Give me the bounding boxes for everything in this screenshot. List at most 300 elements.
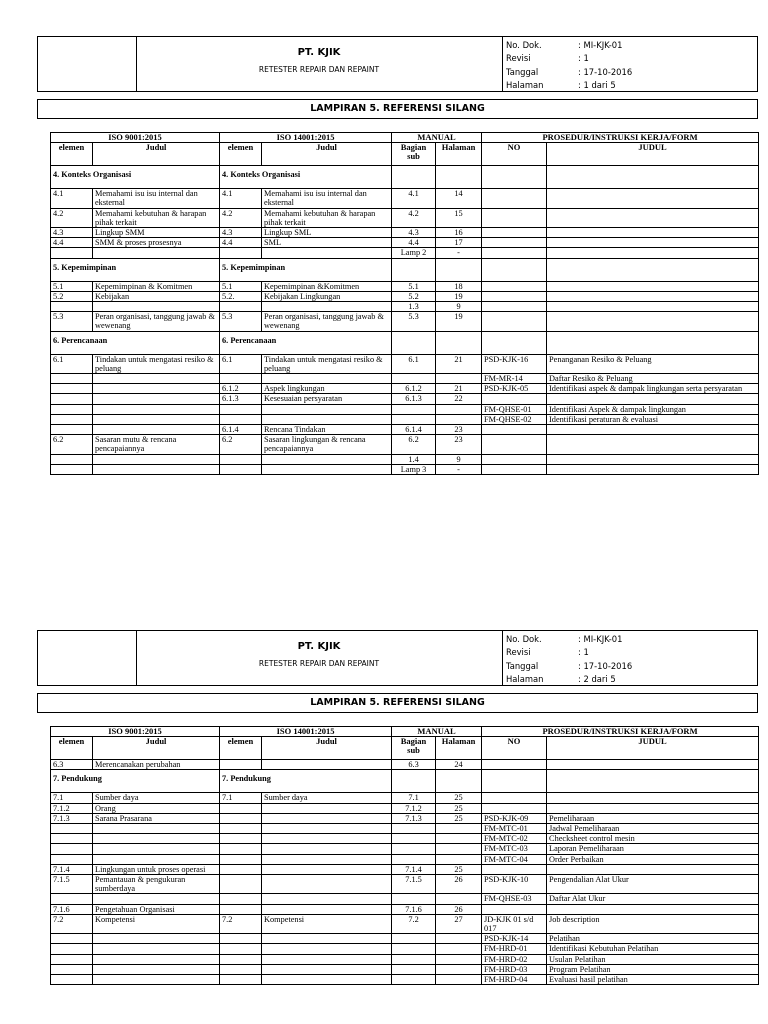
meta-value: : 2 dari 5 — [578, 673, 616, 684]
table-cell: Sarana Prasarana — [93, 813, 220, 823]
column-header-cell: elemen — [220, 143, 262, 166]
table-cell — [51, 464, 93, 474]
table-cell — [482, 760, 547, 770]
table-cell — [51, 384, 93, 394]
table-cell — [93, 302, 220, 312]
table-cell — [436, 954, 482, 964]
table-cell — [220, 803, 262, 813]
meta-value: : 17-10-2016 — [578, 660, 633, 671]
section-heading-cell: 6. Perencanaan — [220, 331, 392, 354]
table-cell — [93, 394, 220, 404]
table-row — [51, 166, 759, 189]
table-cell — [220, 414, 262, 424]
table-cell: 27 — [436, 914, 482, 933]
table-cell: 1.4 — [392, 454, 436, 464]
table-cell — [547, 770, 759, 793]
meta-row — [506, 646, 756, 659]
table-cell — [436, 770, 482, 793]
section-heading-cell: 5. Kepemimpinan — [220, 258, 392, 281]
table-cell — [436, 331, 482, 354]
meta-key: Halaman — [506, 79, 544, 90]
table-cell: 15 — [436, 208, 482, 227]
table-cell — [436, 964, 482, 974]
page-title: LAMPIRAN 5. REFERENSI SILANG — [37, 693, 758, 713]
table-cell: FM-MTC-02 — [482, 834, 547, 844]
table-row — [51, 760, 759, 770]
table-cell — [262, 374, 392, 384]
table-cell: FM-QHSE-02 — [482, 414, 547, 424]
company-subtitle: RETESTER REPAIR DAN REPAINT — [258, 659, 380, 668]
meta-row — [506, 79, 756, 92]
table-cell — [392, 834, 436, 844]
table-cell — [262, 248, 392, 258]
table-cell — [51, 374, 93, 384]
table-row — [51, 793, 759, 803]
table-cell: FM-HRD-01 — [482, 944, 547, 954]
table-cell: 7.1.6 — [392, 904, 436, 914]
table-cell — [547, 394, 759, 404]
table-cell: 7.1.4 — [51, 864, 93, 874]
table-cell: FM-HRD-03 — [482, 964, 547, 974]
group-header-cell: ISO 14001:2015 — [220, 133, 392, 143]
table-cell — [482, 248, 547, 258]
cross-reference-table — [50, 726, 759, 985]
meta-row — [506, 673, 756, 686]
meta-key: Tanggal — [506, 660, 539, 671]
table-cell — [93, 964, 220, 974]
table-cell: 21 — [436, 354, 482, 373]
table-cell: 9 — [436, 302, 482, 312]
section-heading-cell: 4. Konteks Organisasi — [51, 166, 220, 189]
column-header-cell: Halaman — [436, 143, 482, 166]
table-cell — [392, 964, 436, 974]
table-cell — [220, 454, 262, 464]
header-center — [136, 631, 503, 685]
table-cell — [547, 425, 759, 435]
table-cell — [51, 248, 93, 258]
table-cell: Kebijakan Lingkungan — [262, 291, 392, 301]
table-cell — [51, 975, 93, 985]
table-cell — [262, 824, 392, 834]
table-row — [51, 189, 759, 208]
table-cell — [482, 312, 547, 331]
table-cell — [547, 454, 759, 464]
table-cell — [93, 404, 220, 414]
table-cell — [482, 228, 547, 238]
column-header-row — [51, 143, 759, 166]
table-cell — [93, 944, 220, 954]
table-cell — [547, 864, 759, 874]
table-cell: 4.4 — [392, 238, 436, 248]
table-cell: 6.1.2 — [220, 384, 262, 394]
column-header-cell: Bagian sub — [392, 737, 436, 760]
table-cell — [547, 228, 759, 238]
table-cell — [51, 834, 93, 844]
table-cell: 6.1.4 — [392, 425, 436, 435]
table-cell — [262, 302, 392, 312]
table-cell — [392, 975, 436, 985]
table-cell — [262, 414, 392, 424]
table-cell: PSD-KJK-14 — [482, 934, 547, 944]
table-cell — [547, 793, 759, 803]
table-cell: Laporan Pemeliharaan — [547, 844, 759, 854]
table-cell: 7.1.3 — [392, 813, 436, 823]
column-header-cell: Judul — [262, 737, 392, 760]
table-cell: 4.1 — [392, 189, 436, 208]
table-cell — [262, 904, 392, 914]
table-cell: Sasaran lingkungan & rencana pencapaiannya — [262, 435, 392, 454]
table-cell: Lamp 3 — [392, 464, 436, 474]
table-cell — [220, 954, 262, 964]
table-cell: 14 — [436, 189, 482, 208]
table-row — [51, 854, 759, 864]
column-header-cell: Judul — [93, 737, 220, 760]
table-cell — [547, 435, 759, 454]
table-cell — [392, 258, 436, 281]
table-cell — [482, 425, 547, 435]
table-cell — [547, 238, 759, 248]
table-cell: Tindakan untuk mengatasi resiko & peluang — [262, 354, 392, 373]
table-cell — [392, 331, 436, 354]
table-cell: 5.3 — [220, 312, 262, 331]
table-cell — [220, 404, 262, 414]
table-cell: FM-HRD-02 — [482, 954, 547, 964]
table-cell — [220, 464, 262, 474]
company-name: PT. KJIK — [297, 641, 341, 652]
column-header-cell: elemen — [220, 737, 262, 760]
group-header-cell: ISO 9001:2015 — [51, 727, 220, 737]
table-cell — [436, 404, 482, 414]
table-cell: Merencanakan perubahan — [93, 760, 220, 770]
table-cell — [220, 824, 262, 834]
table-cell: 4.3 — [392, 228, 436, 238]
table-cell — [392, 824, 436, 834]
table-cell — [392, 944, 436, 954]
table-cell — [262, 813, 392, 823]
table-row — [51, 875, 759, 894]
table-cell — [392, 854, 436, 864]
table-cell — [93, 384, 220, 394]
table-cell: PSD-KJK-16 — [482, 354, 547, 373]
table-cell — [482, 803, 547, 813]
table-cell: 6.1 — [220, 354, 262, 373]
table-cell: 7.1.4 — [392, 864, 436, 874]
table-cell — [392, 374, 436, 384]
table-cell: Lamp 2 — [392, 248, 436, 258]
table-cell: 6.3 — [51, 760, 93, 770]
table-row — [51, 414, 759, 424]
table-cell: 23 — [436, 425, 482, 435]
table-cell — [482, 166, 547, 189]
section-heading-cell: 5. Kepemimpinan — [51, 258, 220, 281]
group-header-cell: PROSEDUR/INSTRUKSI KERJA/FORM — [482, 133, 759, 143]
table-cell: 19 — [436, 312, 482, 331]
table-cell — [482, 454, 547, 464]
section-heading-cell: 6. Perencanaan — [51, 331, 220, 354]
table-cell — [220, 944, 262, 954]
meta-row — [506, 66, 756, 79]
table-cell: 6.2 — [51, 435, 93, 454]
table-cell: 7.1 — [51, 793, 93, 803]
table-cell: Peran organisasi, tanggung jawab & wewenang — [262, 312, 392, 331]
table-cell — [93, 894, 220, 904]
table-cell — [392, 770, 436, 793]
table-cell — [51, 964, 93, 974]
table-row — [51, 844, 759, 854]
table-cell: 7.1 — [220, 793, 262, 803]
column-header-cell: elemen — [51, 143, 93, 166]
meta-key: Halaman — [506, 673, 544, 684]
meta-value: : MI-KJK-01 — [578, 40, 623, 50]
table-row — [51, 384, 759, 394]
table-row — [51, 394, 759, 404]
cross-reference-table — [50, 132, 759, 475]
table-cell — [220, 248, 262, 258]
table-cell — [262, 844, 392, 854]
table-cell — [262, 954, 392, 964]
table-cell: Tindakan untuk mengatasi resiko & peluang — [93, 354, 220, 373]
table-cell — [220, 760, 262, 770]
table-cell: 16 — [436, 228, 482, 238]
group-header-row — [51, 727, 759, 737]
table-cell — [482, 770, 547, 793]
table-cell: Rencana Tindakan — [262, 425, 392, 435]
table-cell — [392, 844, 436, 854]
table-cell — [51, 454, 93, 464]
table-cell: JD-KJK 01 s/d 017 — [482, 914, 547, 933]
table-cell: 6.2 — [392, 435, 436, 454]
table-cell: 5.2 — [392, 291, 436, 301]
table-cell — [436, 414, 482, 424]
table-row — [51, 435, 759, 454]
table-cell — [51, 414, 93, 424]
group-header-cell: MANUAL — [392, 133, 482, 143]
table-cell — [392, 166, 436, 189]
meta-row — [506, 633, 756, 646]
table-cell: Evaluasi hasil pelatihan — [547, 975, 759, 985]
table-row — [51, 331, 759, 354]
table-cell: 7.1.5 — [51, 875, 93, 894]
table-cell: FM-QHSE-03 — [482, 894, 547, 904]
table-cell: Kebijakan — [93, 291, 220, 301]
column-header-cell: JUDUL — [547, 737, 759, 760]
table-cell — [547, 302, 759, 312]
table-cell — [482, 464, 547, 474]
table-row — [51, 954, 759, 964]
table-cell — [482, 281, 547, 291]
section-heading-cell: 7. Pendukung — [51, 770, 220, 793]
table-cell — [220, 904, 262, 914]
table-cell — [51, 954, 93, 964]
table-cell — [220, 894, 262, 904]
group-header-cell: PROSEDUR/INSTRUKSI KERJA/FORM — [482, 727, 759, 737]
table-cell: 5.1 — [392, 281, 436, 291]
table-row — [51, 770, 759, 793]
table-cell — [262, 894, 392, 904]
table-cell: 5.1 — [220, 281, 262, 291]
table-cell: 4.2 — [51, 208, 93, 227]
table-cell — [51, 894, 93, 904]
table-row — [51, 425, 759, 435]
column-header-cell: Judul — [262, 143, 392, 166]
group-header-cell: MANUAL — [392, 727, 482, 737]
meta-key: No. Dok. — [506, 40, 542, 50]
table-cell: 25 — [436, 864, 482, 874]
table-cell: Identifikasi Aspek & dampak lingkungan — [547, 404, 759, 414]
table-cell — [51, 824, 93, 834]
table-cell — [93, 954, 220, 964]
table-cell — [547, 331, 759, 354]
table-cell — [436, 854, 482, 864]
table-cell: Pemeliharaan — [547, 813, 759, 823]
table-row — [51, 248, 759, 258]
table-cell — [262, 854, 392, 864]
table-cell: Order Perbaikan — [547, 854, 759, 864]
meta-key: Tanggal — [506, 66, 539, 77]
table-cell — [262, 934, 392, 944]
table-cell — [482, 189, 547, 208]
table-cell — [547, 281, 759, 291]
table-cell: 4.3 — [220, 228, 262, 238]
table-row — [51, 813, 759, 823]
meta-row — [506, 660, 756, 673]
table-cell: 6.1.3 — [392, 394, 436, 404]
table-cell — [482, 291, 547, 301]
table-cell — [547, 208, 759, 227]
table-cell: 25 — [436, 813, 482, 823]
table-cell — [220, 964, 262, 974]
table-cell — [482, 258, 547, 281]
table-cell — [482, 302, 547, 312]
table-cell: Program Pelatihan — [547, 964, 759, 974]
table-cell — [436, 824, 482, 834]
table-cell: 6.1.2 — [392, 384, 436, 394]
company-subtitle: RETESTER REPAIR DAN REPAINT — [258, 65, 380, 74]
table-cell: PSD-KJK-05 — [482, 384, 547, 394]
document-meta — [506, 39, 756, 92]
table-row — [51, 312, 759, 331]
table-cell: 7.1.3 — [51, 813, 93, 823]
table-cell — [547, 291, 759, 301]
table-row — [51, 964, 759, 974]
table-cell — [482, 864, 547, 874]
meta-value: : MI-KJK-01 — [578, 634, 623, 644]
table-cell — [262, 404, 392, 414]
table-cell — [262, 875, 392, 894]
table-cell: 4.1 — [220, 189, 262, 208]
column-header-cell: JUDUL — [547, 143, 759, 166]
table-cell — [93, 844, 220, 854]
meta-value: : 1 — [578, 53, 589, 64]
section-heading-cell: 4. Konteks Organisasi — [220, 166, 392, 189]
table-cell — [436, 934, 482, 944]
table-cell — [51, 854, 93, 864]
table-cell: FM-MR-14 — [482, 374, 547, 384]
table-cell — [220, 302, 262, 312]
table-cell: 7.1.2 — [392, 803, 436, 813]
table-cell — [51, 302, 93, 312]
table-cell: 7.1.6 — [51, 904, 93, 914]
table-cell: Kesesuaian persyaratan — [262, 394, 392, 404]
table-cell — [51, 404, 93, 414]
table-cell: Usulan Pelatihan — [547, 954, 759, 964]
table-cell: Memahami kebutuhan & harapan pihak terkait — [262, 208, 392, 227]
table-row — [51, 894, 759, 904]
logo-cell — [38, 37, 137, 91]
table-row — [51, 975, 759, 985]
table-cell: Memahami isu isu internal dan eksternal — [262, 189, 392, 208]
table-row — [51, 281, 759, 291]
table-cell: 6.1.4 — [220, 425, 262, 435]
table-cell — [547, 760, 759, 770]
table-cell: Job description — [547, 914, 759, 933]
table-cell: 4.4 — [220, 238, 262, 248]
table-cell: - — [436, 464, 482, 474]
table-cell — [436, 834, 482, 844]
table-cell — [51, 394, 93, 404]
table-cell: Penanganan Resiko & Peluang — [547, 354, 759, 373]
column-header-cell: NO — [482, 737, 547, 760]
column-header-cell: elemen — [51, 737, 93, 760]
table-cell — [482, 208, 547, 227]
table-cell: Daftar Resiko & Peluang — [547, 374, 759, 384]
table-cell: Kompetensi — [93, 914, 220, 933]
table-cell — [392, 954, 436, 964]
header-center — [136, 37, 503, 91]
page-title: LAMPIRAN 5. REFERENSI SILANG — [37, 99, 758, 119]
table-cell: Peran organisasi, tanggung jawab & wewenang — [93, 312, 220, 331]
table-cell: 7.2 — [220, 914, 262, 933]
meta-value: : 17-10-2016 — [578, 66, 633, 77]
table-cell: Lingkup SML — [262, 228, 392, 238]
table-cell: Memahami isu isu internal dan eksternal — [93, 189, 220, 208]
table-cell: Kepemimpinan &Komitmen — [262, 281, 392, 291]
table-cell: Lingkungan untuk proses operasi — [93, 864, 220, 874]
table-row — [51, 454, 759, 464]
table-cell — [51, 944, 93, 954]
table-row — [51, 374, 759, 384]
table-cell — [51, 844, 93, 854]
meta-row — [506, 52, 756, 65]
logo-cell — [38, 631, 137, 685]
table-cell — [93, 374, 220, 384]
table-cell — [51, 425, 93, 435]
table-cell: Pelatihan — [547, 934, 759, 944]
meta-value: : 1 — [578, 647, 589, 658]
table-cell: Sasaran mutu & rencana pencapaiannya — [93, 435, 220, 454]
document-header — [37, 630, 758, 686]
table-row — [51, 944, 759, 954]
table-cell — [220, 975, 262, 985]
table-cell — [262, 944, 392, 954]
table-cell — [220, 875, 262, 894]
table-cell — [220, 864, 262, 874]
table-cell: Pemantauan & pengukuran sumberdaya — [93, 875, 220, 894]
table-cell: 7.2 — [51, 914, 93, 933]
table-cell: 4.2 — [220, 208, 262, 227]
table-cell — [392, 934, 436, 944]
company-name: PT. KJIK — [297, 47, 341, 58]
meta-key: Revisi — [506, 53, 531, 64]
table-cell: Pengendalian Alat Ukur — [547, 875, 759, 894]
table-cell — [262, 964, 392, 974]
table-cell: 23 — [436, 435, 482, 454]
table-cell — [220, 854, 262, 864]
table-cell — [220, 844, 262, 854]
group-header-cell: ISO 14001:2015 — [220, 727, 392, 737]
table-cell: Jadwal Pemeliharaan — [547, 824, 759, 834]
table-cell: 6.1 — [51, 354, 93, 373]
